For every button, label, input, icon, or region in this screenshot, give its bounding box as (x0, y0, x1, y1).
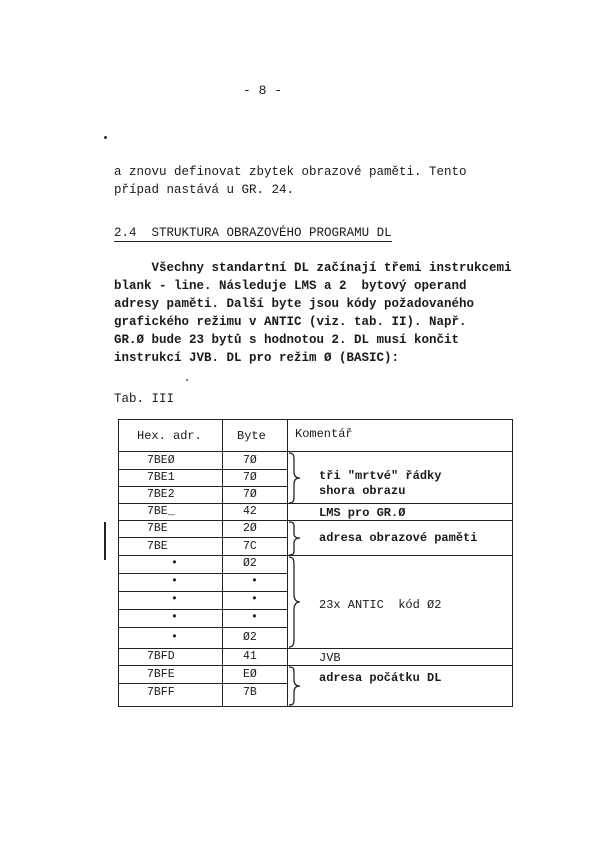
paragraph-line: blank - line. Následuje LMS a 2 bytový operand (114, 279, 467, 293)
stray-mark (104, 136, 107, 139)
brace-icon (287, 521, 307, 556)
comment-screen-address: adresa obrazové paměti (319, 531, 478, 545)
table-cell-byte: 7Ø (243, 454, 257, 467)
table-cell-byte: EØ (243, 668, 257, 681)
comment-blank-lines: tři "mrtvé" řádky (319, 469, 442, 483)
paragraph-line: grafického režimu v ANTIC (viz. tab. II). Např. (114, 315, 467, 329)
paragraph-line: Všechny standartní DL začínají třemi instrukcemi (114, 261, 512, 275)
table-cell-addr: 7BE (147, 522, 168, 535)
row-rule (119, 683, 287, 684)
comment-antic: 23x ANTIC kód Ø2 (319, 598, 442, 612)
paragraph-line: GR.Ø bude 23 bytů s hodnotou 2. DL musí končit (114, 333, 460, 347)
table-cell-addr: 7BFE (147, 668, 175, 681)
table-cell-addr: 7BFD (147, 650, 175, 663)
comment-start-address: adresa počátku DL (319, 671, 442, 685)
header-comment: Komentář (295, 427, 353, 441)
section-heading (114, 226, 392, 242)
comment-blank-lines: shora obrazu (319, 484, 406, 498)
row-rule (119, 486, 287, 487)
group-rule (119, 648, 512, 649)
table-cell-byte: • (251, 593, 258, 606)
brace-icon (287, 452, 307, 504)
row-rule (119, 537, 287, 538)
page-number: - 8 - (243, 83, 283, 98)
row-rule (119, 609, 287, 610)
data-table (118, 419, 513, 707)
table-cell-byte: • (251, 611, 258, 624)
group-rule (119, 503, 512, 504)
table-cell-addr: • (171, 575, 178, 588)
brace-icon (287, 556, 307, 648)
group-rule (119, 555, 512, 556)
section-number: 2.4 (114, 226, 137, 240)
table-cell-addr: 7BEØ (147, 454, 175, 467)
row-rule (119, 665, 512, 666)
table-cell-addr: • (171, 631, 178, 644)
table-cell-addr: 7BE_ (147, 505, 175, 518)
row-rule (119, 469, 287, 470)
table-cell-byte: 2Ø (243, 522, 257, 535)
table-cell-byte: Ø2 (243, 631, 257, 644)
header-byte: Byte (237, 429, 266, 443)
margin-mark (104, 522, 106, 560)
table-caption: Tab. III (114, 392, 175, 406)
table-cell-byte: Ø2 (243, 557, 257, 570)
paragraph-line: instrukcí JVB. DL pro režim Ø (BASIC): (114, 351, 400, 365)
table-cell-addr: 7BE1 (147, 471, 175, 484)
table-cell-addr: 7BFF (147, 686, 175, 699)
table-cell-byte: 7Ø (243, 471, 257, 484)
stray-mark (186, 379, 188, 381)
table-cell-byte: • (251, 575, 258, 588)
row-rule (119, 591, 287, 592)
table-cell-addr: • (171, 557, 178, 570)
table-cell-addr: • (171, 593, 178, 606)
table-cell-addr: • (171, 611, 178, 624)
row-rule (119, 520, 512, 521)
comment-lms: LMS pro GR.Ø (319, 506, 406, 520)
row-rule (119, 627, 287, 628)
brace-icon (287, 666, 307, 706)
header-rule (119, 451, 512, 452)
table-cell-addr: 7BE (147, 540, 168, 553)
table-cell-byte: 7B (243, 686, 257, 699)
table-cell-byte: 42 (243, 505, 257, 518)
table-cell-byte: 7Ø (243, 488, 257, 501)
intro-line: a znovu definovat zbytek obrazové paměti. Tento (114, 165, 467, 179)
column-divider (222, 420, 223, 706)
table-cell-byte: 7C (243, 540, 257, 553)
row-rule (119, 573, 287, 574)
table-cell-byte: 41 (243, 650, 257, 663)
table-cell-addr: 7BE2 (147, 488, 175, 501)
header-hex-addr: Hex. adr. (137, 429, 202, 443)
intro-line: případ nastává u GR. 24. (114, 183, 295, 197)
section-title: STRUKTURA OBRAZOVÉHO PROGRAMU DL (151, 226, 392, 240)
comment-jvb: JVB (319, 651, 341, 665)
paragraph-line: adresy paměti. Další byte jsou kódy požadovaného (114, 297, 475, 311)
